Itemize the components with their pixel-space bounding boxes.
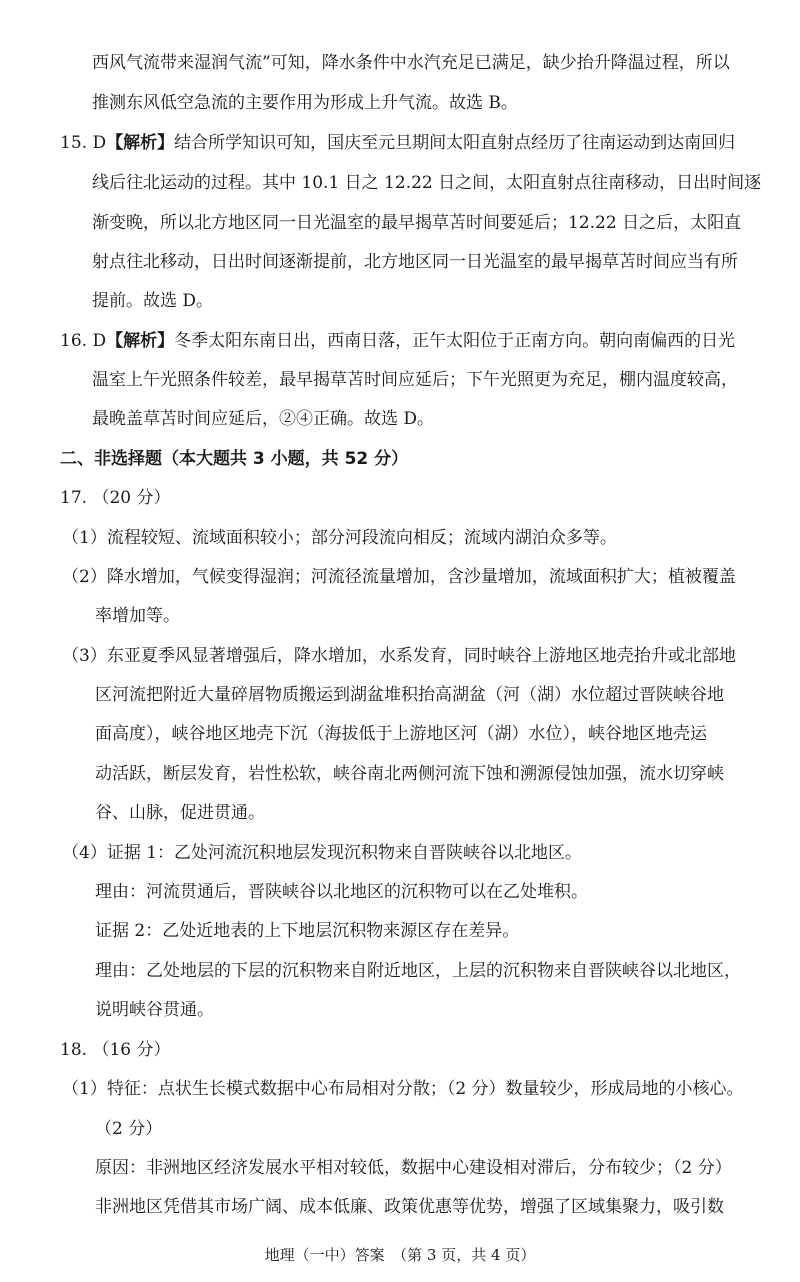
text-line: 面高度），峡谷地区地壳下沉（海拔低于上游地区河（湖）水位），峡谷地区地壳运 [95,724,707,744]
question-16 [60,329,735,353]
question-17-header: 17. （20 分） [60,488,171,508]
text-line: 非洲地区凭借其市场广阔、成本低廉、政策优惠等优势，增强了区域集聚力，吸引数 [95,1197,724,1217]
page-footer: 地理（一中）答案 （第 3 页，共 4 页） [264,1246,536,1264]
section-heading: 二、非选择题（本大题共 3 小题，共 52 分） [60,449,409,469]
text-line: 理由：河流贯通后，晋陕峡谷以北地区的沉积物可以在乙处堆积。 [95,882,588,902]
question-number: 16. D [60,331,107,351]
text-line: 谷、山脉，促进贯通。 [95,803,265,823]
text-line: （1）特征：点状生长模式数据中心布局相对分散；（2 分）数量较少，形成局地的小核心。 [62,1079,744,1099]
text-line: 最晚盖草苫时间应延后，②④正确。故选 D。 [92,409,435,429]
analysis-tag: 【解析】 [106,331,175,351]
question-number: 15. D [60,133,107,153]
text-line: 提前。故选 D。 [92,291,214,311]
text-line: （4）证据 1：乙处河流沉积地层发现沉积物来自晋陕峡谷以北地区。 [62,843,583,863]
question-15 [60,131,735,155]
analysis-text: 冬季太阳东南日出，西南日落，正午太阳位于正南方向。朝向南偏西的日光 [174,331,736,351]
text-line: （2）降水增加，气候变得湿润；河流径流量增加，含沙量增加，流域面积扩大；植被覆盖 [62,567,736,587]
text-line: 推测东风低空急流的主要作用为形成上升气流。故选 B。 [92,93,518,113]
analysis-tag: 【解析】 [106,133,175,153]
text-line: 线后往北运动的过程。其中 10.1 日之 12.22 日之间，太阳直射点往南移动，日出时间逐 [92,173,762,193]
question-18-header: 18. （16 分） [60,1040,171,1060]
analysis-text: 结合所学知识可知，国庆至元旦期间太阳直射点经历了往南运动到达南回归 [174,133,736,153]
text-line: 理由：乙处地层的下层的沉积物来自附近地区，上层的沉积物来自晋陕峡谷以北地区， [95,961,741,981]
text-line: （1）流程较短、流域面积较小；部分河段流向相反；流域内湖泊众多等。 [62,528,617,548]
text-line: 渐变晚，所以北方地区同一日光温室的最早揭草苫时间要延后；12.22 日之后，太阳直 [92,213,742,233]
text-line: 证据 2：乙处近地表的上下地层沉积物来源区存在差异。 [95,921,520,941]
text-line: （2 分） [95,1119,163,1139]
text-line: 说明峡谷贯通。 [95,1000,214,1020]
text-line: 率增加等。 [95,606,180,626]
text-line: 射点往北移动，日出时间逐渐提前，北方地区同一日光温室的最早揭草苫时间应当有所 [92,252,738,272]
text-line: 原因：非洲地区经济发展水平相对较低，数据中心建设相对滞后，分布较少；（2 分） [95,1158,732,1178]
text-line: 西风气流带来湿润气流”可知，降水条件中水汽充足已满足，缺少抬升降温过程，所以 [92,53,730,73]
text-line: 温室上午光照条件较差，最早揭草苫时间应延后；下午光照更为充足，棚内温度较高， [92,370,738,390]
text-line: 动活跃，断层发育，岩性松软，峡谷南北两侧河流下蚀和溯源侵蚀加强，流水切穿峡 [95,764,724,784]
text-line: （3）东亚夏季风显著增强后，降水增加，水系发育，同时峡谷上游地区地壳抬升或北部地 [62,646,736,666]
text-line: 区河流把附近大量碎屑物质搬运到湖盆堆积抬高湖盆（河（湖）水位超过晋陕峡谷地 [95,685,724,705]
